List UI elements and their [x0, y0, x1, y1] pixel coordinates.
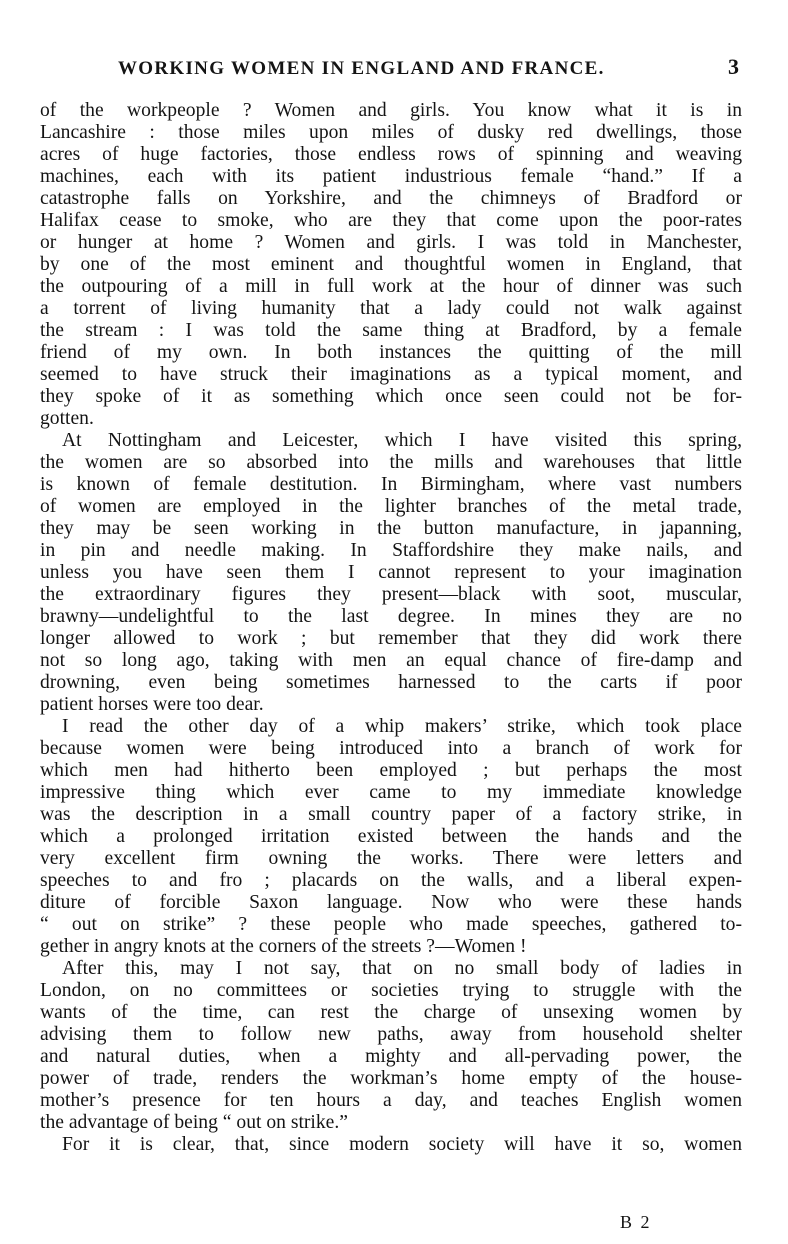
text-line: brawny—undelightful to the last degree. In mines they are no [40, 606, 742, 627]
text-line: very excellent firm owning the works. There were letters and [40, 848, 742, 869]
paragraph-start-line: For it is clear, that, since modern society will have it so, women [62, 1134, 742, 1155]
text-line: diture of forcible Saxon language. Now who were these hands [40, 892, 742, 913]
text-line: by one of the most eminent and thoughtful women in England, that [40, 254, 742, 275]
text-line: gotten. [40, 408, 94, 429]
text-line: which a prolonged irritation existed between the hands and the [40, 826, 742, 847]
text-line: speeches to and fro ; placards on the walls, and a liberal expen- [40, 870, 742, 891]
running-header [0, 54, 788, 88]
text-line: impressive thing which ever came to my immediate knowledge [40, 782, 742, 803]
text-line: in pin and needle making. In Staffordshire they make nails, and [40, 540, 742, 561]
text-line: drowning, even being sometimes harnessed to the carts if poor [40, 672, 742, 693]
paragraph-start-line: After this, may I not say, that on no small body of ladies in [62, 958, 742, 979]
text-line: the outpouring of a mill in full work at the hour of dinner was such [40, 276, 742, 297]
text-line: which men had hitherto been employed ; but perhaps the most [40, 760, 742, 781]
text-line: Halifax cease to smoke, who are they that come upon the poor-rates [40, 210, 742, 231]
text-line: seemed to have struck their imaginations as a typical moment, and [40, 364, 742, 385]
text-line: patient horses were too dear. [40, 694, 264, 715]
text-line: acres of huge factories, those endless rows of spinning and weaving [40, 144, 742, 165]
text-line: a torrent of living humanity that a lady could not walk against [40, 298, 742, 319]
page-number: 3 [728, 54, 739, 79]
text-line: unless you have seen them I cannot represent to your imagination [40, 562, 742, 583]
text-line: they spoke of it as something which once seen could not be for- [40, 386, 742, 407]
text-line: of women are employed in the lighter branches of the metal trade, [40, 496, 742, 517]
signature-mark: B 2 [620, 1212, 652, 1232]
text-line: machines, each with its patient industrious female “hand.” If a [40, 166, 742, 187]
text-line: of the workpeople ? Women and girls. You know what it is in [40, 100, 742, 121]
text-line: mother’s presence for ten hours a day, and teaches English women [40, 1090, 742, 1111]
text-line: the extraordinary figures they present—black with soot, muscular, [40, 584, 742, 605]
text-line: is known of female destitution. In Birmingham, where vast numbers [40, 474, 742, 495]
text-line: wants of the time, can rest the charge of unsexing women by [40, 1002, 742, 1023]
text-line: catastrophe falls on Yorkshire, and the chimneys of Bradford or [40, 188, 742, 209]
text-line: gether in angry knots at the corners of the streets ?—Women ! [40, 936, 527, 957]
text-line: the stream : I was told the same thing at Bradford, by a female [40, 320, 742, 341]
text-line: and natural duties, when a mighty and all-pervading power, the [40, 1046, 742, 1067]
text-line: Lancashire : those miles upon miles of dusky red dwellings, those [40, 122, 742, 143]
paragraph-start-line: At Nottingham and Leicester, which I have visited this spring, [62, 430, 742, 451]
text-line: the advantage of being “ out on strike.” [40, 1112, 348, 1133]
text-line: power of trade, renders the workman’s home empty of the house- [40, 1068, 742, 1089]
text-line: not so long ago, taking with men an equal chance of fire-damp and [40, 650, 742, 671]
text-line: the women are so absorbed into the mills and warehouses that little [40, 452, 742, 473]
text-line: because women were being introduced into a branch of work for [40, 738, 742, 759]
running-title: WORKING WOMEN IN ENGLAND AND FRANCE. [118, 58, 605, 79]
text-line: was the description in a small country paper of a factory strike, in [40, 804, 742, 825]
text-line: they may be seen working in the button manufacture, in japanning, [40, 518, 742, 539]
text-line: friend of my own. In both instances the quitting of the mill [40, 342, 742, 363]
text-line: advising them to follow new paths, away from household shelter [40, 1024, 742, 1045]
text-line: London, on no committees or societies trying to struggle with the [40, 980, 742, 1001]
paragraph-start-line: I read the other day of a whip makers’ strike, which took place [62, 716, 742, 737]
text-line: “ out on strike” ? these people who made speeches, gathered to- [40, 914, 742, 935]
text-line: or hunger at home ? Women and girls. I was told in Manchester, [40, 232, 742, 253]
text-line: longer allowed to work ; but remember that they did work there [40, 628, 742, 649]
